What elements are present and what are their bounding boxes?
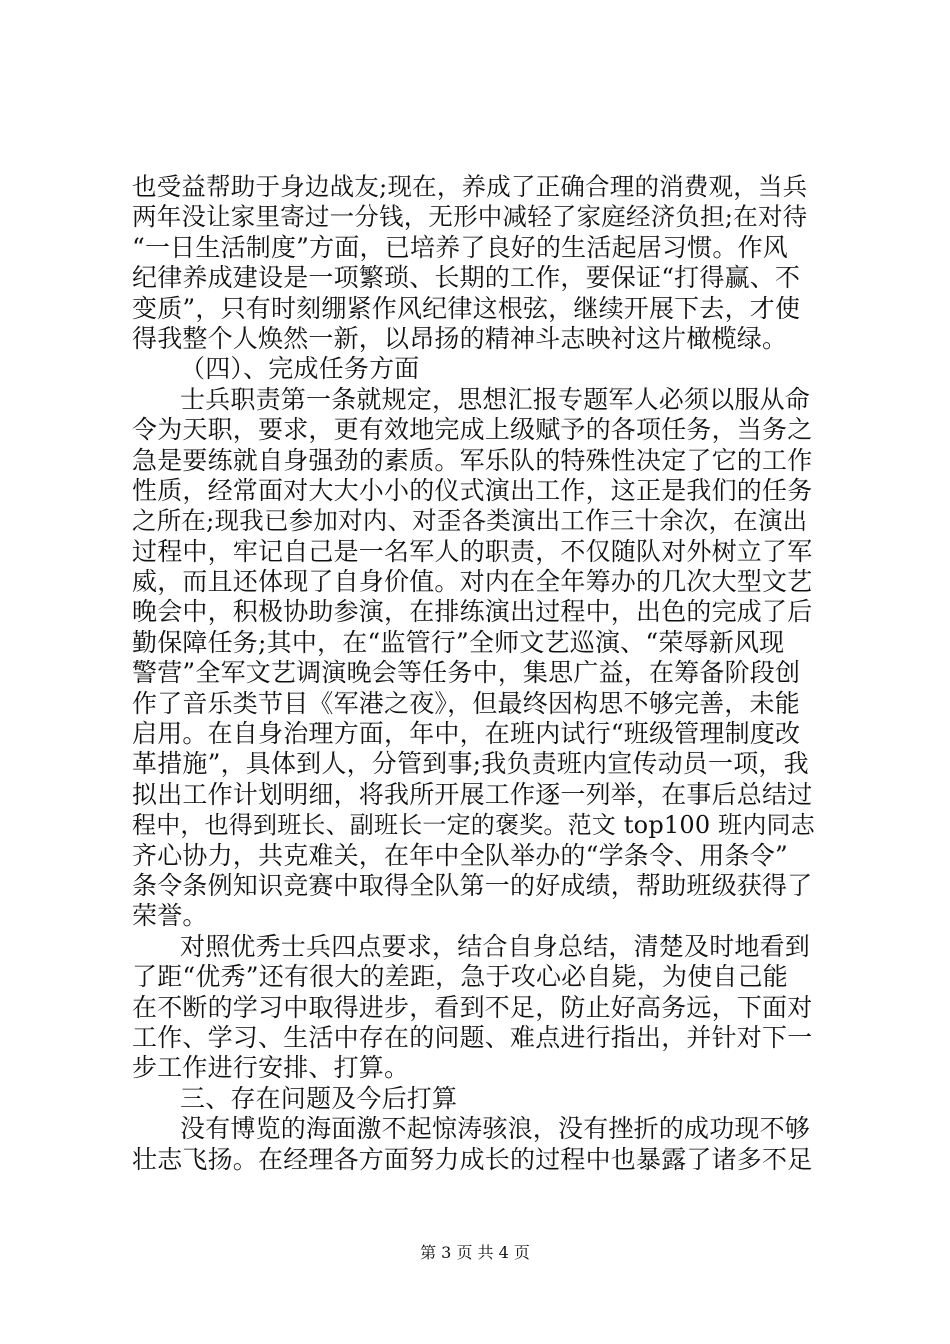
text-line: 革措施”，具体到人，分管到事;我负责班内宣传动员一项，我 — [132, 749, 809, 779]
text-line: 程中，也得到班长、副班长一定的褒奖。范文 top100 班内同志 — [132, 811, 815, 840]
text-line: 变质”，只有时刻绷紧作风纪律这根弦，继续开展下去，才使 — [132, 293, 801, 323]
text-line: 士兵职责第一条就规定，思想汇报专题军人必须以服从命 — [180, 384, 811, 414]
text-line: 纪律养成建设是一项繁琐、长期的工作，要保证“打得赢、不 — [132, 263, 801, 293]
text-line: 启用。在自身治理方面，年中，在班内试行“班级管理制度改 — [132, 719, 801, 749]
text-line: “一日生活制度”方面，已培养了良好的生活起居习惯。作风 — [132, 232, 788, 262]
text-line: 在不断的学习中取得进步，看到不足，防止好高务远，下面对 — [132, 992, 813, 1022]
text-line: 没有博览的海面激不起惊涛骇浪，没有挫折的成功现不够 — [180, 1114, 811, 1144]
text-line: 作了音乐类节目《军港之夜》，但最终因构思不够完善，未能 — [132, 688, 800, 718]
text-line: 条令条例知识竞赛中取得全队第一的好成绩，帮助班级获得了 — [132, 870, 813, 900]
text-line: 了距“优秀”还有很大的差距，急于攻心必自毙，为使自己能 — [132, 962, 788, 992]
text-line: 警营”全军文艺调演晚会等任务中，集思广益，在筹备阶段创 — [132, 658, 801, 688]
text-line: 威，而且还体现了自身价值。对内在全年筹办的几次大型文艺 — [132, 567, 813, 597]
text-line: 对照优秀士兵四点要求，结合自身总结，清楚及时地看到 — [180, 931, 811, 961]
text-line: 两年没让家里寄过一分钱，无形中减轻了家庭经济负担;在对待 — [132, 202, 808, 232]
text-line: 性质，经常面对大大小小的仪式演出工作，这正是我们的任务 — [132, 475, 813, 505]
text-line: 之所在;现我已参加对内、对歪各类演出工作三十余次，在演出 — [132, 506, 808, 536]
text-line: 三、存在问题及今后打算 — [180, 1083, 458, 1113]
text-line: 步工作进行安排、打算。 — [132, 1053, 410, 1083]
document-body — [132, 172, 820, 1175]
page-footer: 第 3 页 共 4 页 — [420, 1243, 530, 1262]
text-line: 壮志飞扬。在经理各方面努力成长的过程中也暴露了诸多不足 — [132, 1144, 813, 1174]
text-line: 工作、学习、生活中存在的问题、难点进行指出，并针对下一 — [132, 1022, 813, 1052]
text-line: 急是要练就自身强劲的素质。军乐队的特殊性决定了它的工作 — [132, 445, 813, 475]
text-line: 齐心协力，共克难关，在年中全队举办的“学条令、用条令” — [132, 840, 788, 870]
text-line: （四）、完成任务方面 — [180, 354, 420, 384]
text-line: 也受益帮助于身边战友;现在，养成了正确合理的消费观，当兵 — [132, 172, 808, 201]
text-line: 拟出工作计划明细，将我所开展工作逐一列举，在事后总结过 — [132, 779, 813, 809]
text-line: 过程中，牢记自己是一名军人的职责，不仅随队对外树立了军 — [132, 536, 813, 566]
text-line: 晚会中，积极协助参演，在排练演出过程中，出色的完成了后 — [132, 597, 813, 627]
text-line: 令为天职，要求，更有效地完成上级赋予的各项任务，当务之 — [132, 415, 813, 445]
text-line: 勤保障任务;其中，在“监管行”全师文艺巡演、“荣辱新风现 — [132, 627, 785, 657]
text-line: 荣誉。 — [132, 901, 208, 931]
text-line: 得我整个人焕然一新，以昂扬的精神斗志映衬这片橄榄绿。 — [132, 323, 788, 353]
